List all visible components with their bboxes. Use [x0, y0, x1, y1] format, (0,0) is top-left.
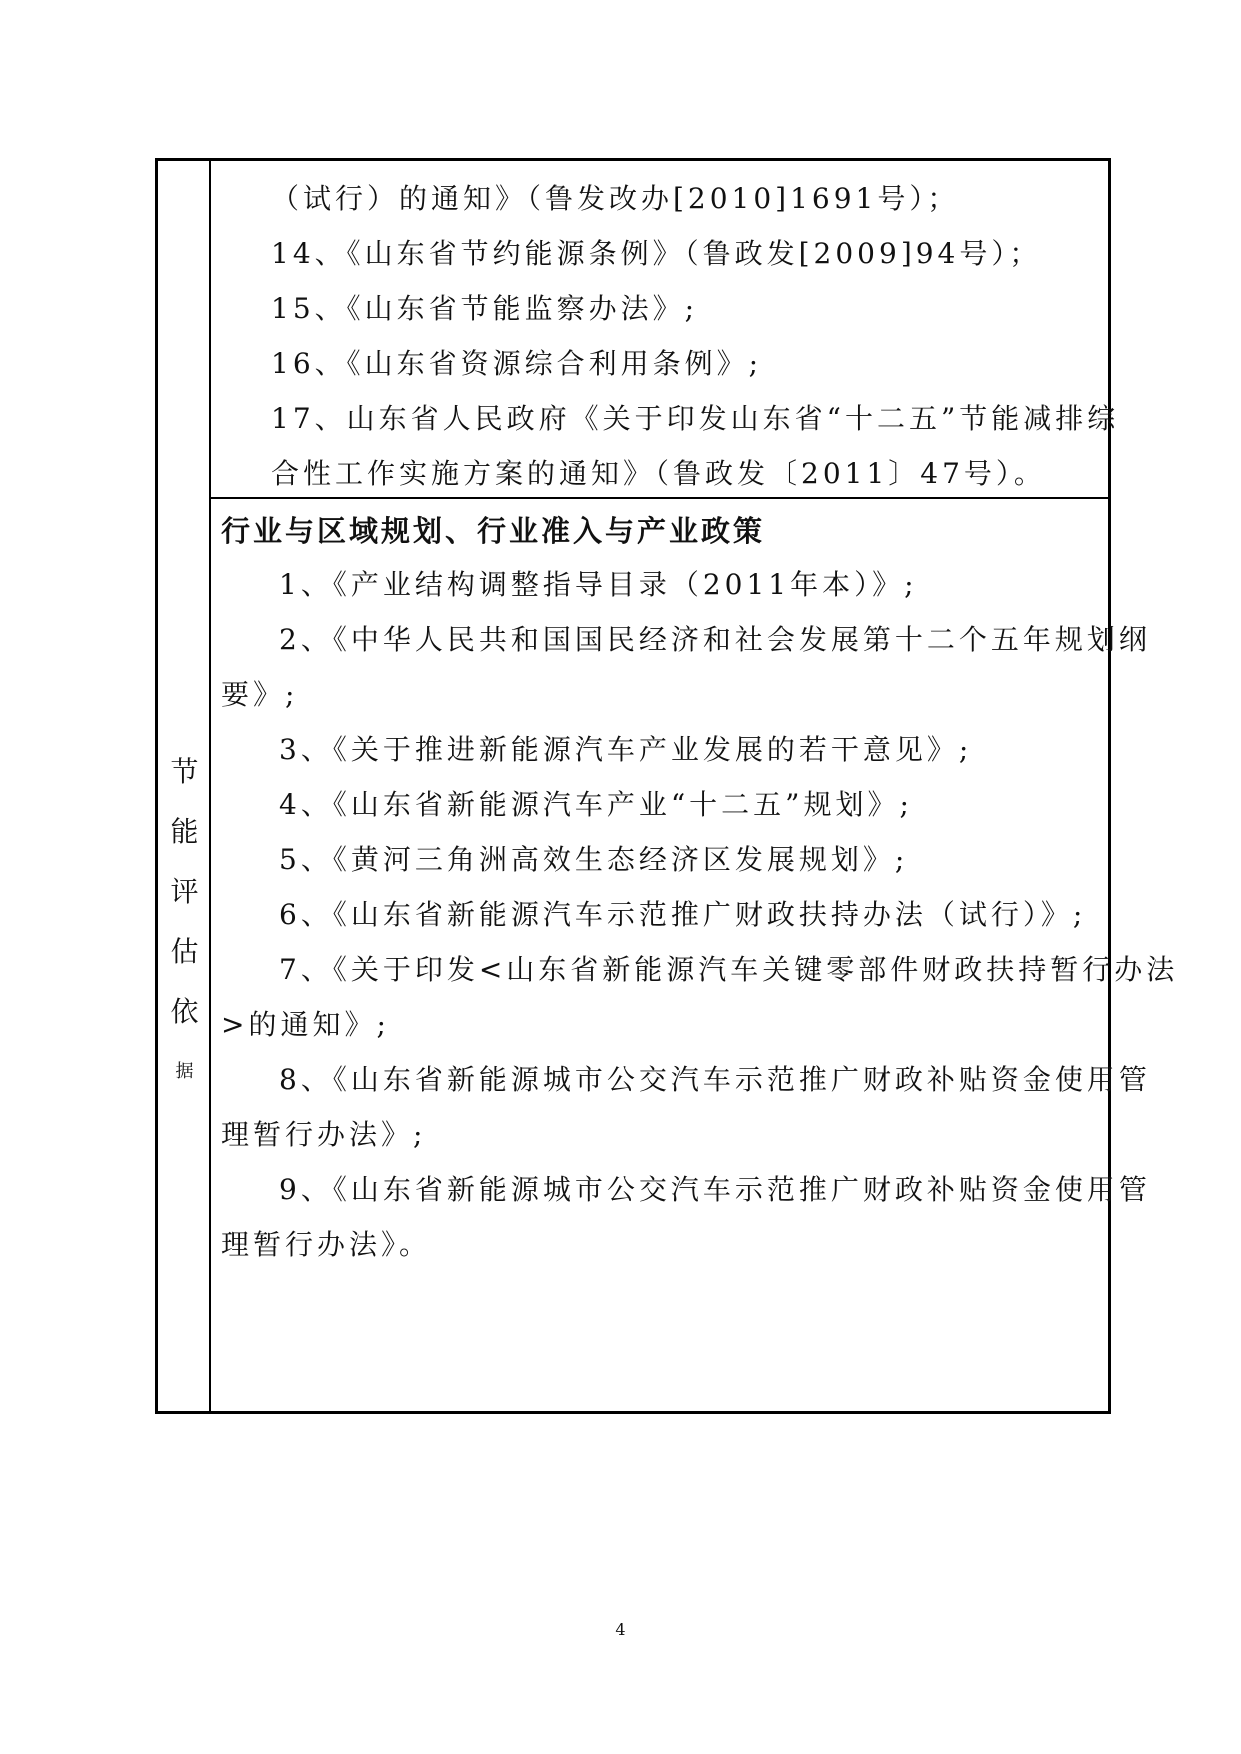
policy-line: 7、《关于印发<山东省新能源汽车关键零部件财政扶持暂行办法	[279, 953, 1179, 986]
regulation-line: 16、《山东省资源综合利用条例》;	[271, 347, 763, 380]
side-label-char: 依	[170, 995, 199, 1028]
policy-line: 要》;	[221, 678, 299, 711]
regulations-cell	[211, 161, 1120, 499]
policy-line: 6、《山东省新能源汽车示范推广财政扶持办法（试行）》;	[279, 898, 1087, 931]
regulation-line: 15、《山东省节能监察办法》;	[271, 292, 699, 325]
regulation-line: 合性工作实施方案的通知》（鲁政发〔2011〕47号）。	[271, 457, 1046, 490]
policy-line: 3、《关于推进新能源汽车产业发展的若干意见》;	[279, 733, 973, 766]
policy-line: >的通知》;	[221, 1008, 390, 1041]
policy-line: 8、《山东省新能源城市公交汽车示范推广财政补贴资金使用管	[279, 1063, 1151, 1096]
side-label-char: 评	[170, 875, 199, 908]
industry-policy-cell	[211, 499, 1179, 1411]
evaluation-basis-table	[155, 158, 1179, 1414]
side-label-column	[158, 161, 211, 1411]
policy-line: 5、《黄河三角洲高效生态经济区发展规划》;	[279, 843, 909, 876]
policy-line: 1、《产业结构调整指导目录（2011年本）》;	[279, 568, 918, 601]
section-heading: 行业与区域规划、行业准入与产业政策	[221, 514, 766, 548]
policy-line: 2、《中华人民共和国国民经济和社会发展第十二个五年规划纲	[279, 623, 1151, 656]
side-label-char: 估	[170, 935, 199, 968]
regulation-line: 17、山东省人民政府《关于印发山东省“十二五”节能减排综	[271, 402, 1120, 435]
side-label-char: 能	[170, 815, 199, 848]
regulation-line: （试行）的通知》（鲁发改办[2010]1691号）；	[271, 182, 960, 215]
side-label-char: 据	[175, 1061, 194, 1082]
side-label-char: 节	[170, 755, 199, 788]
policy-line: 9、《山东省新能源城市公交汽车示范推广财政补贴资金使用管	[279, 1173, 1151, 1206]
regulation-line: 14、《山东省节约能源条例》（鲁政发[2009]94号）；	[271, 237, 1042, 270]
policy-line: 4、《山东省新能源汽车产业“十二五”规划》;	[279, 788, 913, 821]
page-number: 4	[615, 1620, 626, 1639]
policy-line: 理暂行办法》;	[221, 1118, 427, 1151]
policy-line: 理暂行办法》。	[221, 1228, 432, 1261]
